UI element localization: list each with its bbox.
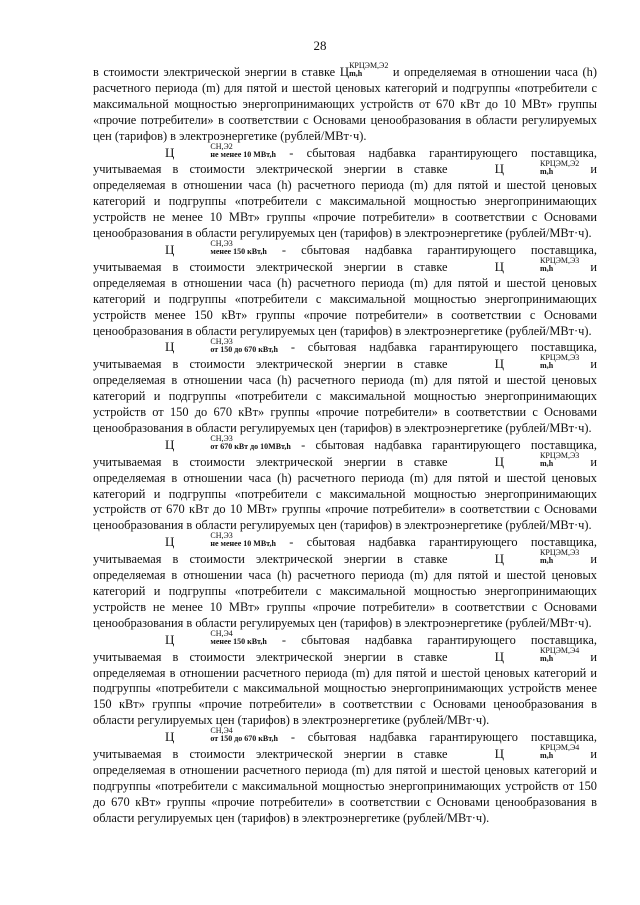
- rate-symbol-base: Ц: [339, 64, 350, 79]
- rate-symbol-subscript: m,h: [540, 751, 554, 761]
- lead-price-symbol: [129, 434, 291, 454]
- paragraph-text-before: в стоимости электрической энергии в ставке: [93, 65, 340, 79]
- lead-symbol-index-stack: [174, 630, 266, 646]
- paragraph-text-after: и определяемая в отношении часа (h) расчетного периода (m) для пятой и шестой ценовых категорий и подгруппы «потребители с максимальной мощностью энергопринимающих устройств от 150 до 670 кВт» группы «прочие потребители» в соответствии с Основами ценообразования в области регулируемых цен (тарифов) в электроэнергетике (рублей/МВт·ч).: [93, 357, 598, 435]
- lead-symbol-base: Ц: [165, 241, 175, 257]
- lead-symbol-base: Ц: [165, 436, 175, 452]
- rate-symbol-superscript: КРЦЭМ,Э3: [540, 353, 580, 363]
- rate-symbol-base: Ц: [494, 746, 505, 762]
- rate-symbol-superscript: КРЦЭМ,Э3: [540, 256, 580, 266]
- paragraph-text-before: - сбытовая надбавка гарантирующего поставщика, учитываемая в стоимости электрической энергии в ставке: [93, 632, 597, 664]
- paragraph-text-after: и определяемая в отношении часа (h) расчетного периода (m) для пятой и шестой ценовых категорий и подгруппы «потребители с максимальной мощностью энергопринимающих устройств не менее 10 МВт» группы «прочие потребители» в соответствии с Основами ценообразования в области регулируемых цен (тарифов) в электроэнергетике (рублей/МВт·ч).: [93, 552, 598, 630]
- rate-price-symbol: [339, 61, 389, 81]
- lead-symbol-superscript: СН,Э3: [210, 239, 233, 249]
- lead-symbol-subscript: от 150 до 670 кВт,h: [210, 734, 278, 744]
- rate-symbol-superscript: КРЦЭМ,Э3: [540, 548, 580, 558]
- rate-symbol-subscript: m,h: [540, 361, 554, 371]
- rate-price-symbol: [459, 353, 580, 373]
- document-body: [93, 61, 598, 827]
- rate-symbol-base: Ц: [494, 258, 505, 274]
- rate-symbol-base: Ц: [494, 453, 505, 469]
- paragraph: [93, 141, 598, 242]
- paragraph-text-after: и определяемая в отношении часа (h) расчетного периода (m) для пятой и шестой ценовых категорий и подгруппы «потребители с максимальной мощностью энергопринимающих устройств от 670 кВт до 10 МВт» группы «прочие потребители» в соответствии с Основами ценообразования в области регулируемых цен (тарифов) в электроэнергетике (рублей/МВт·ч).: [93, 454, 598, 533]
- rate-symbol-index-stack: [504, 647, 579, 663]
- lead-symbol-superscript: СН,Э4: [210, 726, 233, 736]
- lead-symbol-subscript: не менее 10 МВт,h: [210, 149, 276, 159]
- rate-price-symbol: [459, 645, 580, 666]
- rate-symbol-index-stack: [504, 744, 579, 760]
- lead-symbol-index-stack: [174, 727, 278, 743]
- rate-symbol-index-stack: [504, 257, 579, 273]
- lead-symbol-subscript: не менее 10 МВт,h: [210, 539, 276, 549]
- rate-price-symbol: [459, 450, 580, 471]
- lead-symbol-index-stack: [174, 143, 276, 159]
- lead-symbol-base: Ц: [165, 534, 175, 550]
- paragraph-text-before: - сбытовая надбавка гарантирующего поставщика, учитываемая в стоимости электрической энергии в ставке: [93, 730, 597, 762]
- rate-symbol-superscript: КРЦЭМ,Э4: [540, 743, 580, 753]
- rate-symbol-subscript: m,h: [540, 264, 554, 274]
- paragraph-text-after: и определяемая в отношении часа (h) расчетного периода (m) для пятой и шестой ценовых категорий и подгруппы «потребители с максимальной мощностью энергопринимающих устройств от 670 кВт до 10 МВт» группы «прочие потребители» в соответствии с Основами ценообразования в области регулируемых цен (тарифов) в электроэнергетике (рублей/МВт·ч).: [93, 65, 597, 143]
- rate-symbol-superscript: КРЦЭМ,Э2: [540, 158, 580, 168]
- lead-symbol-superscript: СН,Э4: [210, 628, 233, 638]
- paragraph-text-after: и определяемая в отношении часа (h) расчетного периода (m) для пятой и шестой ценовых категорий и подгруппы «потребители с максимальной мощностью энергопринимающих устройств не менее 10 МВт» группы «прочие потребители» в соответствии с Основами ценообразования в области регулируемых цен (тарифов) в электроэнергетике (рублей/МВт·ч).: [93, 162, 598, 241]
- rate-price-symbol: [459, 743, 580, 763]
- lead-symbol-base: Ц: [165, 631, 175, 647]
- paragraph: [93, 531, 598, 631]
- rate-symbol-subscript: m,h: [540, 166, 554, 176]
- lead-symbol-superscript: СН,Э3: [210, 434, 233, 443]
- lead-symbol-base: Ц: [165, 144, 175, 160]
- lead-symbol-base: Ц: [165, 729, 175, 745]
- paragraph-text-after: и определяемая в отношении расчетного периода (m) для пятой и шестой ценовых категорий и подгруппы «потребители с максимальной мощностью энергопринимающих устройств от 150 до 670 кВт» группы «прочие потребители» в соответствии с Основами ценообразования в области регулируемых цен (тарифов) в электроэнергетике (рублей/МВт·ч).: [93, 747, 598, 825]
- rate-price-symbol: [459, 548, 580, 568]
- lead-price-symbol: [129, 531, 276, 551]
- lead-symbol-subscript: менее 150 кВт,h: [210, 247, 267, 257]
- rate-symbol-index-stack: [504, 160, 579, 176]
- lead-price-symbol: [129, 239, 267, 259]
- lead-symbol-subscript: менее 150 кВт,h: [210, 636, 267, 646]
- lead-symbol-index-stack: [174, 338, 278, 354]
- paragraph-text-before: - сбытовая надбавка гарантирующего поставщика, учитываемая в стоимости электрической энергии в ставке: [93, 535, 597, 567]
- paragraph-text-after: и определяемая в отношении часа (h) расчетного периода (m) для пятой и шестой ценовых категорий и подгруппы «потребители с максимальной мощностью энергопринимающих устройств менее 150 кВт» группы «прочие потребители» в соответствии с Основами ценообразования в области регулируемых цен (тарифов) в электроэнергетике (рублей/МВт·ч).: [93, 259, 598, 338]
- rate-price-symbol: [459, 158, 580, 178]
- lead-symbol-superscript: СН,Э2: [210, 141, 233, 151]
- rate-symbol-superscript: КРЦЭМ,Э4: [540, 645, 580, 655]
- rate-symbol-index-stack: [504, 452, 579, 468]
- lead-symbol-index-stack: [174, 435, 290, 451]
- rate-symbol-base: Ц: [494, 356, 505, 372]
- lead-price-symbol: [129, 628, 267, 649]
- paragraph-text-before: - сбытовая надбавка гарантирующего поставщика, учитываемая в стоимости электрической энергии в ставке: [93, 145, 597, 177]
- rate-symbol-subscript: m,h: [540, 653, 554, 663]
- paragraph: [93, 726, 598, 826]
- rate-symbol-index-stack: [504, 549, 579, 565]
- rate-symbol-subscript: m,h: [540, 458, 554, 468]
- rate-symbol-subscript: m,h: [349, 69, 363, 79]
- paragraph: [93, 61, 597, 145]
- lead-symbol-base: Ц: [165, 339, 175, 355]
- rate-symbol-superscript: КРЦЭМ,Э2: [349, 61, 389, 71]
- paragraph: [93, 628, 598, 729]
- rate-symbol-index-stack: [349, 62, 388, 78]
- rate-symbol-base: Ц: [494, 648, 505, 664]
- lead-symbol-index-stack: [174, 240, 266, 256]
- rate-symbol-subscript: m,h: [540, 556, 554, 566]
- paragraph: [93, 336, 598, 436]
- paragraph-text-before: - сбытовая надбавка гарантирующего поставщика, учитываемая в стоимости электрической энергии в ставке: [93, 242, 597, 274]
- paragraph: [93, 239, 598, 339]
- lead-symbol-superscript: СН,Э3: [210, 336, 233, 346]
- lead-price-symbol: [129, 141, 276, 162]
- lead-symbol-index-stack: [174, 532, 276, 548]
- rate-price-symbol: [459, 256, 580, 276]
- lead-symbol-superscript: СН,Э3: [210, 531, 233, 541]
- rate-symbol-base: Ц: [494, 161, 505, 177]
- page-number: 28: [313, 38, 327, 53]
- lead-price-symbol: [129, 726, 278, 746]
- paragraph-text-before: - сбытовая надбавка гарантирующего поставщика, учитываемая в стоимости электрической энергии в ставке: [93, 340, 597, 372]
- lead-symbol-subscript: от 670 кВт до 10МВт,h: [210, 442, 291, 451]
- paragraph-text-before: - сбытовая надбавка гарантирующего поставщика, учитываемая в стоимости электрической энергии в ставке: [93, 437, 597, 469]
- lead-symbol-subscript: от 150 до 670 кВт,h: [210, 344, 278, 354]
- lead-price-symbol: [129, 336, 278, 356]
- paragraph: [93, 434, 598, 534]
- paragraph-text-after: и определяемая в отношении расчетного периода (m) для пятой и шестой ценовых категорий и подгруппы «потребители с максимальной мощностью энергопринимающих устройств менее 150 кВт» группы «прочие потребители» в соответствии с Основами ценообразования в области регулируемых цен (тарифов) в электроэнергетике (рублей/МВт·ч).: [93, 649, 598, 728]
- rate-symbol-base: Ц: [494, 551, 505, 567]
- rate-symbol-index-stack: [504, 354, 579, 370]
- rate-symbol-superscript: КРЦЭМ,Э3: [540, 450, 580, 460]
